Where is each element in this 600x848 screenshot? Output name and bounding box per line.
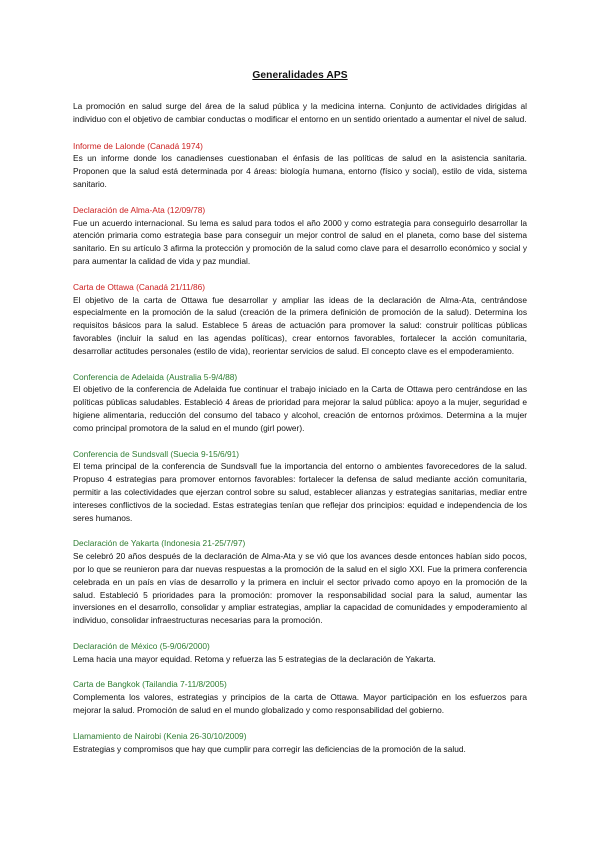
- section-heading: Declaración de Alma-Ata (12/09/78): [73, 204, 206, 215]
- section-heading: Conferencia de Sundsvall (Suecia 9-15/6/91): [73, 448, 240, 459]
- section-mexico: [73, 640, 527, 666]
- section-body: Complementa los valores, estrategias y principios de la carta de Ottawa. Mayor participación en los esfuerzos para mejorar la salud. Promoción de salud en el mundo globalizado y como responsabilidad del gobierno.: [73, 692, 527, 716]
- section-heading: Informe de Lalonde (Canadá 1974): [73, 140, 203, 151]
- section-body: Estrategias y compromisos que hay que cumplir para corregir las deficiencias de la promoción de la salud.: [73, 743, 466, 754]
- section-body: Fue un acuerdo internacional. Su lema es salud para todos el año 2000 y como estrategia para conseguirlo desarrollar la atención primaria como estrategia base para conseguir un mejor control de salud en el planeta, como base del sistema sanitario. En su artículo 3 afirma la protección y promoción de la salud como clave para el desarrollo económico y social y para aumentar la calidad de vida y paz mundial.: [73, 217, 527, 266]
- section-heading: Carta de Ottawa (Canadá 21/11/86): [73, 281, 206, 292]
- section-alma-ata: [73, 204, 527, 268]
- section-body: Se celebró 20 años después de la declaración de Alma-Ata y se vió que los avances desde entonces habían sido pocos, por lo que se reunieron para dar nuevas respuestas a la promoción de la salud en el siglo XXI. Fue la primera conferencia celebrada en un país en vías de desarrollo y la primera en incluir el sector privado como apoyo en la promoción de la salud. Estableció 5 prioridades para la promoción: promover la responsabilidad social para la salud, aumentar las inversiones en el desarrollo, consolidar y ampliar estrategias, ampliar la capacidad de comunidades y empoderamiento al individuo, consolidar infraestructuras necesarias para la promoción.: [73, 551, 527, 626]
- section-sundsvall: [73, 448, 527, 525]
- section-body: Lema hacia una mayor equidad. Retoma y refuerza las 5 estrategias de la declaración de Yakarta.: [73, 653, 436, 664]
- section-nairobi: [73, 730, 527, 756]
- section-body: El objetivo de la carta de Ottawa fue desarrollar y ampliar las ideas de la declaración de Alma-Ata, centrándose especialmente en la promoción de la salud (creación de la primera definición de promoción de la salud). Determina los requisitos básicos para la salud. Establece 5 áreas de actuación para promover la salud: construir políticas públicas favorables (incluir la salud en las agendas políticas), crear entornos favorables, fortalecer la acción comunitaria, desarrollar actitudes personales (estilo de vida), reorientar servicios de salud. El concepto clave es el empoderamiento.: [73, 294, 527, 356]
- section-heading: Declaración de Yakarta (Indonesia 21-25/7/97): [73, 538, 246, 549]
- section-heading: Carta de Bangkok (Tailandia 7-11/8/2005): [73, 679, 227, 690]
- section-body: Es un informe donde los canadienses cuestionaban el énfasis de las políticas de salud en la asistencia sanitaria. Proponen que la salud está determinada por 4 áreas: biología humana, entorno (físico y social), estilo de vida, sistema sanitario.: [73, 153, 527, 189]
- section-adelaida: [73, 371, 527, 435]
- section-yakarta: [73, 537, 527, 627]
- section-ottawa: [73, 281, 527, 358]
- page-title: Generalidades APS: [252, 70, 348, 81]
- section-body: El tema principal de la conferencia de Sundsvall fue la importancia del entorno o ambientes favorecedores de la salud. Propuso 4 estrategias para promover entornos favorables: fortalecer la defensa de salud mediante acción comunitaria, permitir a las colectividades que ejerzan control sobre su salud, establecer alianzas y estrategias sanitarias, mediar entre intereses conflictivos de la sociedad. Estas estrategias tenían que reflejar dos principios: equidad e independencia de los seres humanos.: [73, 461, 527, 523]
- section-lalonde: [73, 140, 527, 191]
- section-heading: Llamamiento de Nairobi (Kenia 26-30/10/2009): [73, 730, 247, 741]
- intro-paragraph: La promoción en salud surge del área de la salud pública y la medicina interna. Conjunto de actividades dirigidas al individuo con el objetivo de cambiar conductas o modificar el entorno en un sentido orientado a aumentar el nivel de salud.: [73, 101, 527, 124]
- section-body: El objetivo de la conferencia de Adelaida fue continuar el trabajo iniciado en la Carta de Ottawa pero centrándose en las políticas públicas saludables. Estableció 4 áreas de prioridad para mejorar la salud pública: apoyo a la mujer, seguridad e higiene alimentaria, reducción del consumo del tabaco y alcohol, creación de entornos próximos. Determina a la mujer como principal promotora de la salud en el mundo (girl power).: [73, 384, 527, 433]
- section-bangkok: [73, 678, 527, 716]
- section-heading: Declaración de México (5-9/06/2000): [73, 640, 210, 651]
- section-heading: Conferencia de Adelaida (Australia 5-9/4/88): [73, 371, 238, 382]
